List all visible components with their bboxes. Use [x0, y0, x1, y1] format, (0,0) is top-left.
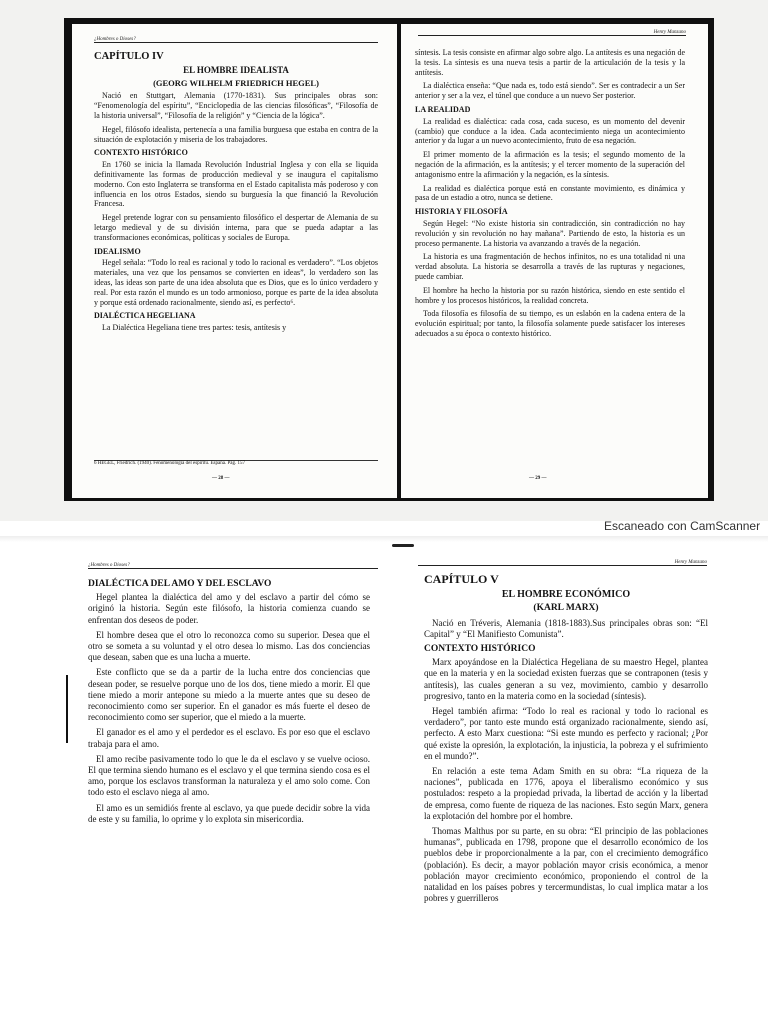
paragraph: Hegel pretende lograr con su pensamiento filosófico el despertar de Alemania de su letargo medieval y de su división interna, para que se pueda adaptar a las transformaciones económicas, políticas y sociales de Europa.: [94, 213, 378, 242]
chapter-subtitle: (GEORG WILHELM FRIEDRICH HEGEL): [153, 77, 319, 88]
scan-mark: [392, 544, 414, 547]
paragraph: Nació en Tréveris, Alemania (1818-1883).Sus principales obras son: “El Capital” y “El Manifiesto Comunista”.: [424, 617, 708, 639]
running-header: ¿Hombres o Dioses?: [88, 563, 378, 569]
paragraph: La dialéctica enseña: “Que nada es, todo está siendo”. Ser es contradecir a un Ser anterior y ser a la vez, el túnel que conduce a un nuevo Ser posterior.: [415, 81, 685, 101]
page-29: [401, 24, 708, 498]
paragraph: Este conflicto que se da a partir de la lucha entre dos conciencias que desean poder, se resuelve porque uno de los dos, tiene miedo a morir. El que tiene miedo a morir antepone su miedo a la muerte antes que su deseo de reconocimiento como ser superior. En el ganador es más fuerte el deseo de reconocimiento como ser superior, que el miedo a la muerte.: [88, 667, 370, 723]
page-31: [418, 556, 723, 1024]
paragraph: Nació en Stuttgart, Alemania (1770-1831). Sus principales obras son: “Fenomenología del espíritu”, “Enciclopedia de las ciencias filosóficas”, “Filosofía de la historia universal”, “Filosofía de la religión” y “Ciencia de la lógica”.: [94, 91, 378, 120]
page-number: — 28 —: [212, 476, 230, 481]
section-heading: CONTEXTO HISTÓRICO: [94, 148, 188, 158]
running-header: Henry Manzano: [418, 30, 686, 36]
paragraph: La realidad es dialéctica: cada cosa, cada suceso, es un momento del devenir (cambio) que conduce a la idea. Cada acontecimiento niega un acontecimiento anterior y da lugar a un nuevo acontecimiento, fruto de esa negación.: [415, 116, 685, 146]
paragraph: En relación a este tema Adam Smith en su obra: “La riqueza de la naciones”, publicada en 1776, apoya el liberalismo económico y sus postulados: respeto a la propiedad privada, la libertad de acción y la libertad de empresa, como fuente de riqueza de las naciones. Esto según Marx, genera la explotación del hombre por el hombre.: [424, 766, 708, 821]
page-separator: [0, 536, 768, 542]
paragraph: El amo es un semidiós frente al esclavo, ya que puede decidir sobre la vida de este y su familia, lo oprime y lo explota sin misericordia.: [88, 802, 370, 824]
section-heading: IDEALISMO: [94, 246, 141, 256]
chapter-title: EL HOMBRE ECONÓMICO: [501, 589, 631, 601]
paragraph: El amo recibe pasivamente todo lo que le da el esclavo y se vuelve ocioso. El que termina siendo humano es el esclavo y el que termina siendo cosa es el amo, porque los esclavos transforman la naturaleza y el amo solo come. Con todo esto el esclavo niega al amo.: [88, 753, 370, 798]
page-28: [72, 24, 397, 498]
paragraph: El primer momento de la afirmación es la tesis; el segundo momento de la negación de la afirmación, es la antítesis; y el tercer momento de la superación del antagonismo entre la afirmación y la negación, es la síntesis.: [415, 150, 685, 179]
paragraph: Thomas Malthus por su parte, en su obra: “El principio de las poblaciones humanas”, publicada en 1798, propone que el desarrollo económico de los pueblos debe ir proporcionalmente a la par, con el crecimiento demográfico (población). Es decir, a mayor población mayor crisis económica, a menor población mayor crecimiento económico, proponiendo el control de la natalidad en los países pobres y tercermundistas, lo cual implica matar a los pobres y guerrilleros: [424, 826, 708, 904]
margin-bar: [66, 675, 68, 743]
paragraph: Hegel señala: “Todo lo real es racional y todo lo racional es verdadero”. “Los objetos materiales, una vez que los pensamos se convierten en ideas”, lo verdadero son las ideas, las ideas son parte de una idea absoluta que es Dios, que es lo único verdadero y real. Por esta razón el mundo es un todo armonioso, porque es parte de la idea absoluta y porque está ordenado racionalmente, siendo así, es perfecto⁶.: [94, 258, 378, 307]
page-28-body: [94, 52, 378, 337]
chapter-subtitle: (KARL MARX): [533, 603, 599, 614]
paragraph: En 1760 se inicia la llamada Revolución Industrial Inglesa y con ella se liquida definitivamente las formas de producción medieval y se inaugura el capitalismo moderno. Con esto Inglaterra se transforma en el Estado capitalista más poderoso y con influencia en los otros Estados, siendo su burguesía la que financió la Revolución Francesa.: [94, 160, 378, 209]
section-heading: DIALÉCTICA HEGELIANA: [94, 311, 196, 321]
page-30-body: [88, 576, 370, 829]
chapter-heading: CAPÍTULO V: [424, 572, 499, 586]
chapter-title: EL HOMBRE IDEALISTA: [183, 64, 289, 75]
paragraph: Marx apoyándose en la Dialéctica Hegeliana de su maestro Hegel, plantea que en la materia y en la sociedad existen fuerzas que se contraponen (tesis y antítesis), las cuales generan a su vez, movimiento, cambio y desarrollo progresivo, tanto en la materia como en la sociedad (síntesis).: [424, 657, 708, 701]
page-number: — 29 —: [529, 476, 547, 481]
paragraph: El hombre ha hecho la historia por su razón histórica, siendo en este sentido el hombre y los procesos históricos, la realidad concreta.: [415, 285, 685, 305]
running-header: Henry Manzano: [418, 560, 707, 566]
paragraph: El hombre desea que el otro lo reconozca como su superior. Desea que el otro se someta a su voluntad y el otro desea lo mismo. Las dos conciencias que desean, saben que es una lucha a muerte.: [88, 629, 370, 663]
section-heading: LA REALIDAD: [415, 104, 471, 114]
section-heading: DIALÉCTICA DEL AMO Y DEL ESCLAVO: [88, 579, 272, 589]
chapter-heading: CAPÍTULO IV: [94, 51, 164, 62]
paragraph: El ganador es el amo y el perdedor es el esclavo. Es por eso que el esclavo trabaja para el amo.: [88, 727, 370, 749]
paragraph: Hegel, filósofo idealista, pertenecía a una familia burguesa que estaba en contra de la situación de explotación y miseria de los trabajadores.: [94, 124, 378, 144]
paragraph: Hegel también afirma: “Todo lo real es racional y todo lo racional es verdadero”, por tanto este mundo está organizado racionalmente, siendo así, perfecto. A esto Marx cuestiona: “Si este mundo es perfecto y racional; ¿Por qué existe la opresión, la explotación, la injusticia, la pobreza y el sufrimiento en el mundo?”.: [424, 706, 708, 761]
running-header: ¿Hombres o Dioses?: [94, 37, 378, 43]
paragraph: síntesis. La tesis consiste en afirmar algo sobre algo. La antítesis es una negación de la tesis. La síntesis es una nueva tesis a partir de la articulación de la tesis y la antítesis.: [415, 48, 685, 77]
page-29-body: [415, 48, 685, 343]
footnote: 6 HEGEL, Friedrich. (1940). Fenomenología del espíritu. España. Pág. 157: [94, 460, 378, 466]
page-30: [84, 556, 384, 1024]
paragraph: La Dialéctica Hegeliana tiene tres partes: tesis, antítesis y: [102, 323, 287, 333]
paragraph: La realidad es dialéctica porque está en constante movimiento, es dinámica y pasa de un estadio a otro, nunca se detiene.: [415, 183, 685, 203]
camscanner-watermark: Escaneado con CamScanner: [604, 519, 761, 533]
page-31-body: [424, 574, 708, 908]
paragraph: Hegel plantea la dialéctica del amo y del esclavo a partir del cómo se originó la historia. Según este filósofo, la historia comienza cuando se enfrentan dos deseos de poder.: [88, 592, 370, 625]
section-heading: HISTORIA Y FILOSOFÍA: [415, 207, 508, 217]
paragraph: Toda filosofía es filosofía de su tiempo, es un eslabón en la cadena entera de la evolución espiritual; por tanto, la filosofía solamente puede satisfacer los intereses adecuados a su época o contexto histórico.: [415, 309, 685, 338]
section-heading: CONTEXTO HISTÓRICO: [424, 644, 536, 655]
paragraph: La historia es una fragmentación de hechos infinitos, no es una totalidad ni una verdad absoluta. La historia se desarrolla a través de las rupturas y negaciones, puede cambiar.: [415, 252, 685, 281]
paragraph: Según Hegel: “No existe historia sin contradicción, sin contradicción no hay revolución y sin revolución no hay mañana”. Partiendo de esto, la historia es un proceso permanente. La historia va avanzando a través de la negación.: [415, 218, 685, 248]
